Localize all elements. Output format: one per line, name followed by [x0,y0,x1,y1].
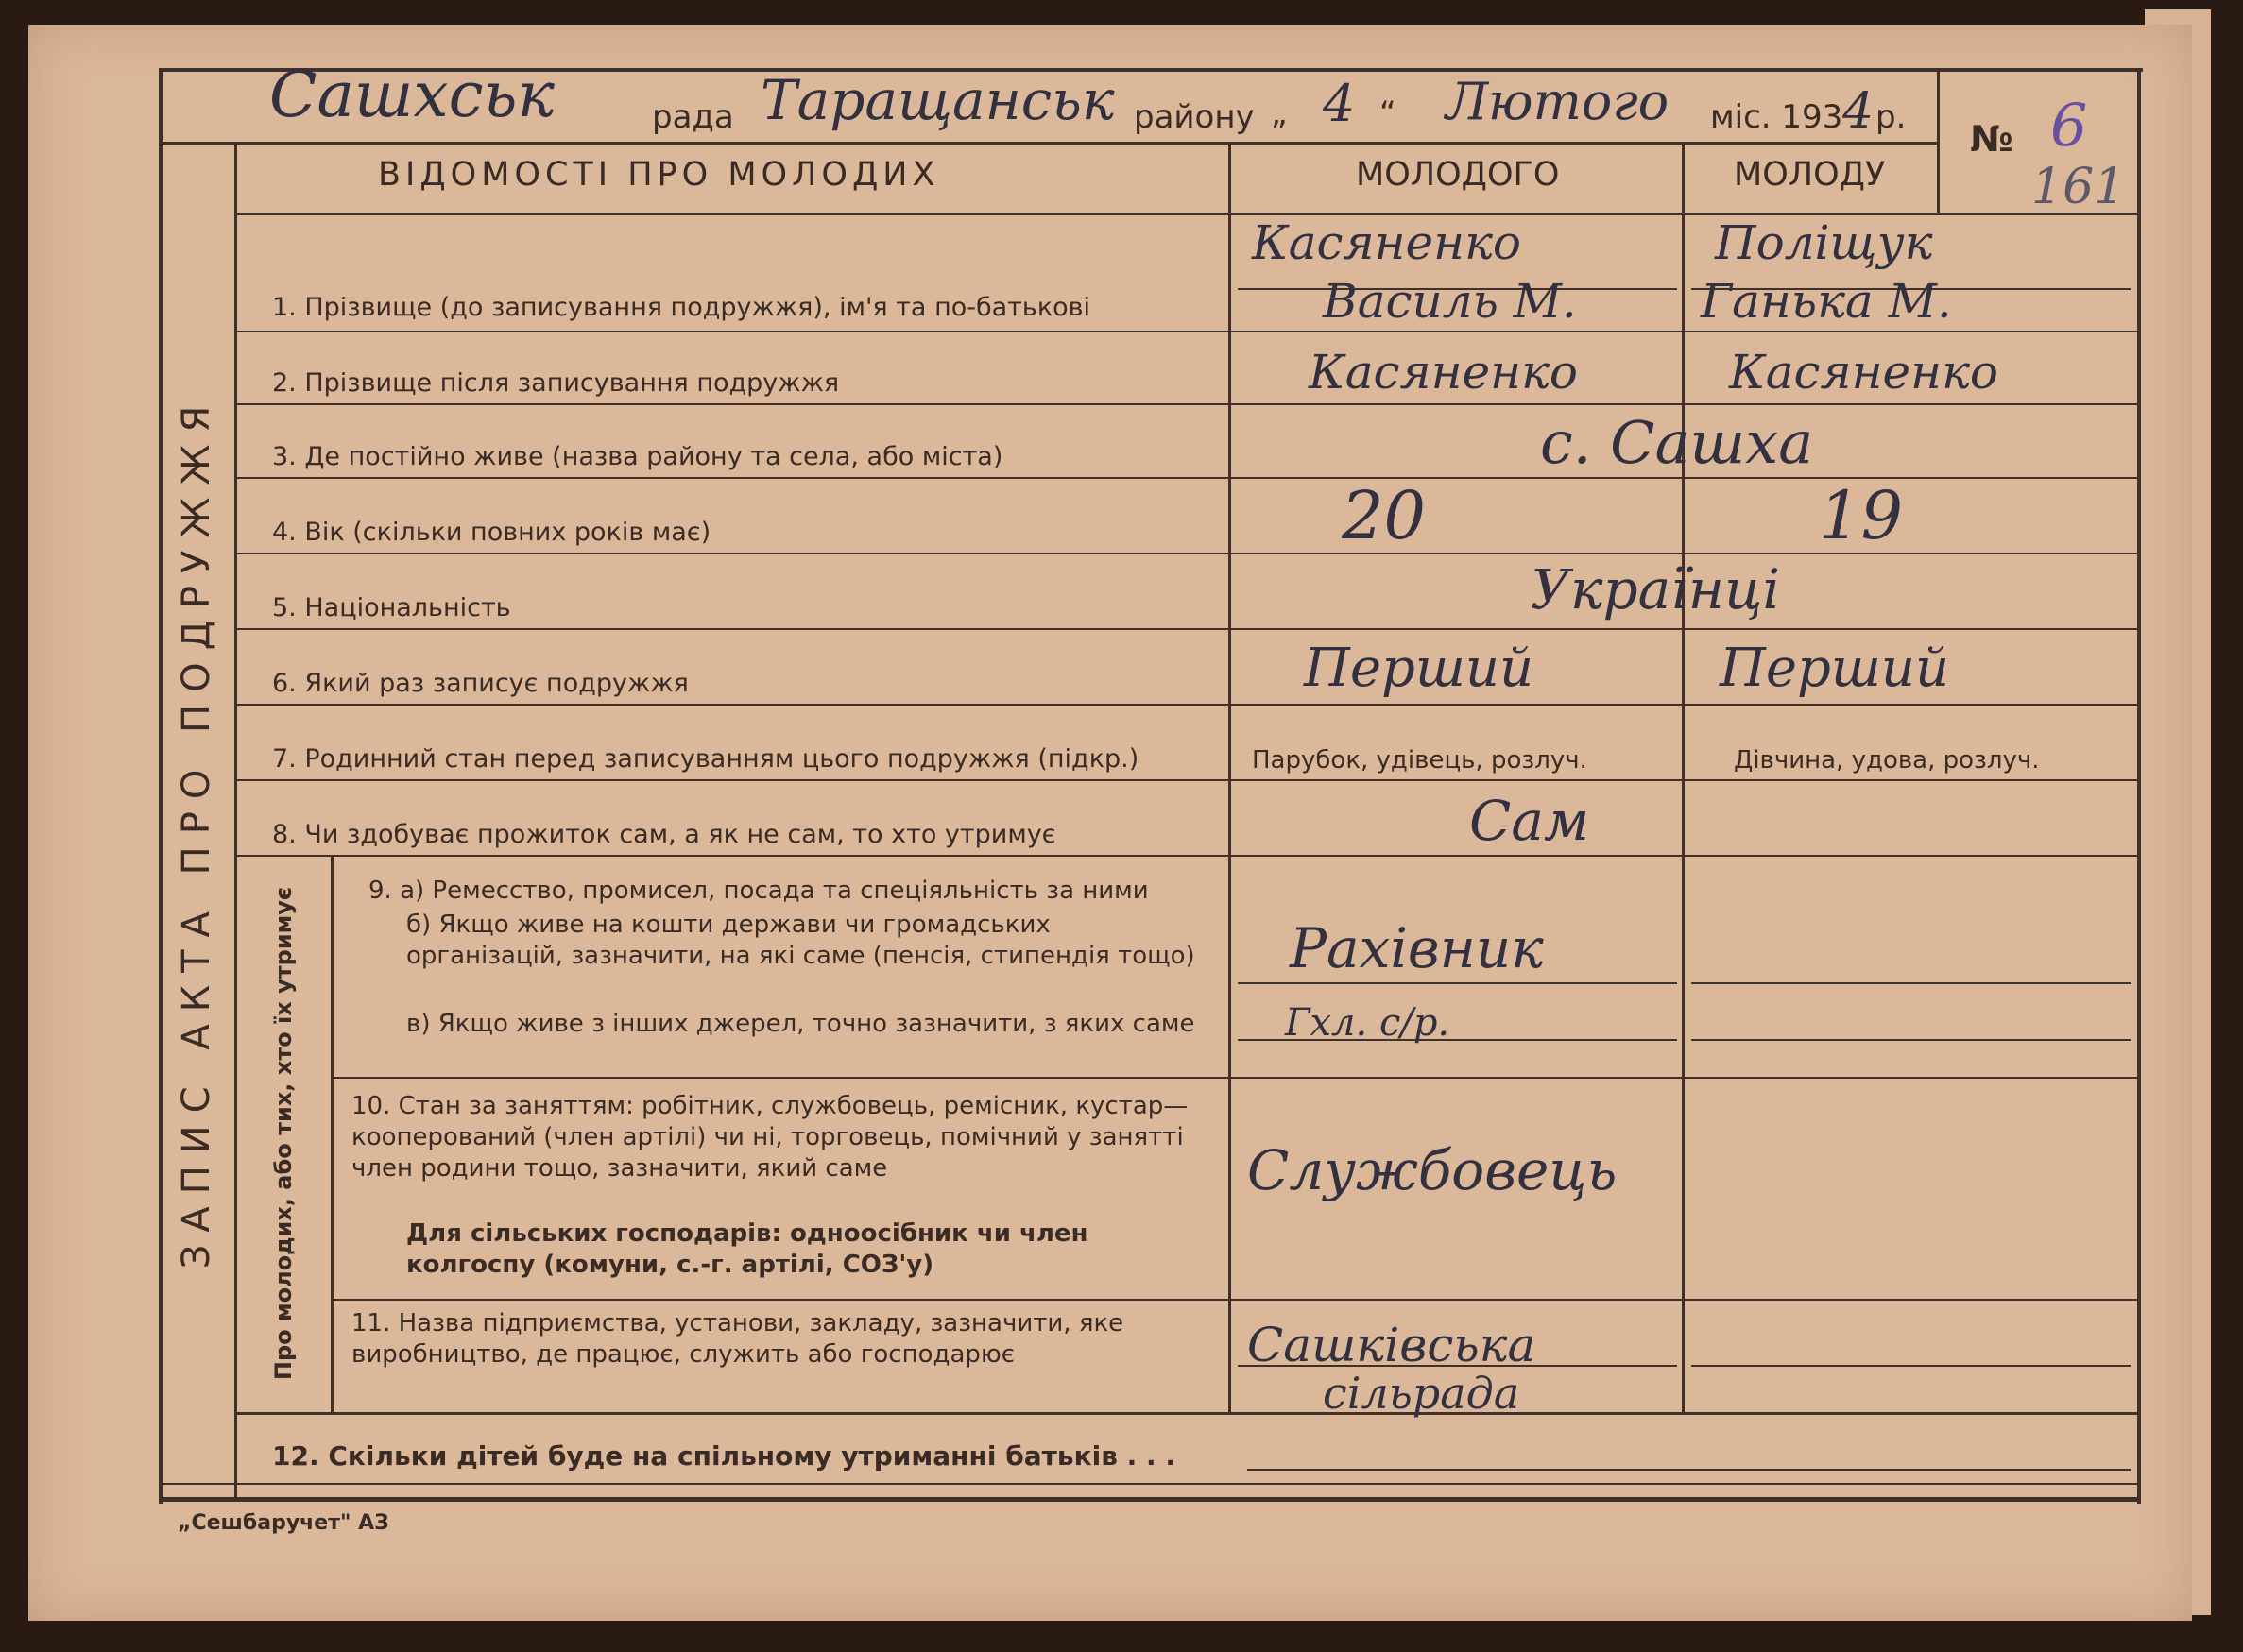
quote-open: „ [1271,94,1288,132]
bride-workplace-line [1691,1365,2131,1367]
side-label: Про молодих, або тих, хто їх утримує [270,886,297,1381]
row-label-12: 12. Скільки дітей буде на спільному утриманні батьків . . . [272,1440,1176,1472]
frame-bottom [159,1497,2141,1502]
col-header-groom: МОЛОДОГО [1356,156,1560,194]
vertical-form-title: ЗАПИС АКТА ПРО ПОДРУЖЖЯ [175,393,218,1269]
bride-surname-before: Поліщук [1715,215,1933,270]
row-label-6: 6. Який раз записує подружжя [272,669,689,698]
groom-occupation-line [1238,982,1677,984]
frame-bottom-second [159,1483,2141,1485]
nationality: Українці [1531,557,1781,622]
month: Лютого [1446,72,1669,131]
row-label-11: 11. Назва підприємства, установи, закладу, зазначити, яке виробництво, де працює, служить або господарює [351,1309,1124,1369]
row-label-5: 5. Національність [272,593,511,622]
row-line-7 [236,779,2137,781]
groom-employment: Службовець [1247,1138,1618,1202]
bride-age: 19 [1819,477,1904,554]
groom-marriage-count: Перший [1304,638,1534,699]
bride-name: Ганька М. [1701,274,1952,329]
row-label-10b: Для сільських господарів: одноосібник чи член колгоспу (комуни, с.-г. артілі, СОЗ'у) [406,1219,1088,1279]
row-label-2: 2. Прізвище після записування подружжя [272,368,840,398]
groom-age: 20 [1342,477,1427,554]
row-line-5 [236,628,2137,630]
header-line [159,142,1940,145]
row-line-9 [333,1077,2137,1079]
frame-left [159,68,163,1504]
groom-name: Василь М. [1323,274,1577,329]
row-line-10 [333,1299,2137,1301]
mis-label: міс. 193 [1710,98,1843,136]
printer-mark: „Сешбаручет" АЗ [178,1511,389,1535]
vertical-title-border [234,142,237,1502]
bride-occupation-line-2 [1691,1039,2131,1041]
number-box-left [1937,68,1940,214]
district-name: Таращанськ [761,68,1115,132]
row-label-9b: б) Якщо живе на кошти держави чи громадських організацій, зазначити, на які саме (пенсія, стипендія тощо) [406,911,1195,970]
row-label-9c: в) Якщо живе з інших джерел, точно зазначити, з яких саме [406,1010,1195,1038]
bride-surname-after: Касяненко [1729,345,1999,400]
groom-surname-before: Касяненко [1252,215,1522,270]
bride-occupation-line [1691,982,2131,984]
rada-label: рада [652,98,734,136]
record-number: 6 [2050,91,2088,160]
row-label-1: 1. Прізвище (до записування подружжя), ім'я та по-батькові [272,293,1091,322]
col-header-info: ВІДОМОСТІ ПРО МОЛОДИХ [378,156,940,194]
row-label-4: 4. Вік (скільки повних років має) [272,518,711,547]
rik-label: р. [1875,98,1907,136]
row-line-2 [236,403,2137,405]
row-label-9a: 9. а) Ремесство, промисел, посада та спеціяльність за ними [368,877,1149,905]
council-name: Сашхськ [269,59,555,131]
groom-status-options: Парубок, удівець, розлуч. [1252,746,1587,775]
row-label-8: 8. Чи здобуває прожиток сам, а як не сам, то хто утримує [272,820,1056,849]
row-line-8 [236,855,2137,857]
row-line-1 [236,331,2137,332]
raionu-label: району [1134,98,1255,136]
row-line-6 [236,704,2137,706]
children-answer-line [1247,1469,2131,1471]
bride-status-options: Дівчина, удова, розлуч. [1734,746,2040,775]
row-label-3: 3. Де постійно живе (назва району та села, або міста) [272,442,1003,471]
groom-surname-after: Касяненко [1309,345,1579,400]
bride-marriage-count: Перший [1720,638,1950,699]
quote-close: “ [1379,94,1396,132]
residence: с. Сашха [1540,408,1814,477]
archive-number: 161 [2031,159,2126,215]
year-digit: 4 [1842,83,1875,140]
groom-occupation: Рахівник [1290,916,1544,980]
frame-right [2137,68,2141,1504]
day: 4 [1323,74,1356,133]
row-label-7: 7. Родинний стан перед записуванням цього подружжя (підкр.) [272,744,1139,774]
self-support: Сам [1469,789,1590,853]
groom-workplace-2: сільрада [1323,1368,1520,1419]
number-label: № [1970,118,2013,160]
row-line-11 [236,1412,2137,1415]
groom-occupation-note: Гхл. с/р. [1285,1001,1450,1045]
groom-workplace-1: Сашківська [1247,1318,1536,1372]
col-header-bride: МОЛОДУ [1734,156,1886,194]
sub-column-line [331,855,334,1412]
row-label-10: 10. Стан за заняттям: робітник, службовець, ремісник, кустар—кооперований (член артілі) чи ні, торговець, помічний у занятті член родини тощо, зазначити, який саме [351,1092,1189,1183]
